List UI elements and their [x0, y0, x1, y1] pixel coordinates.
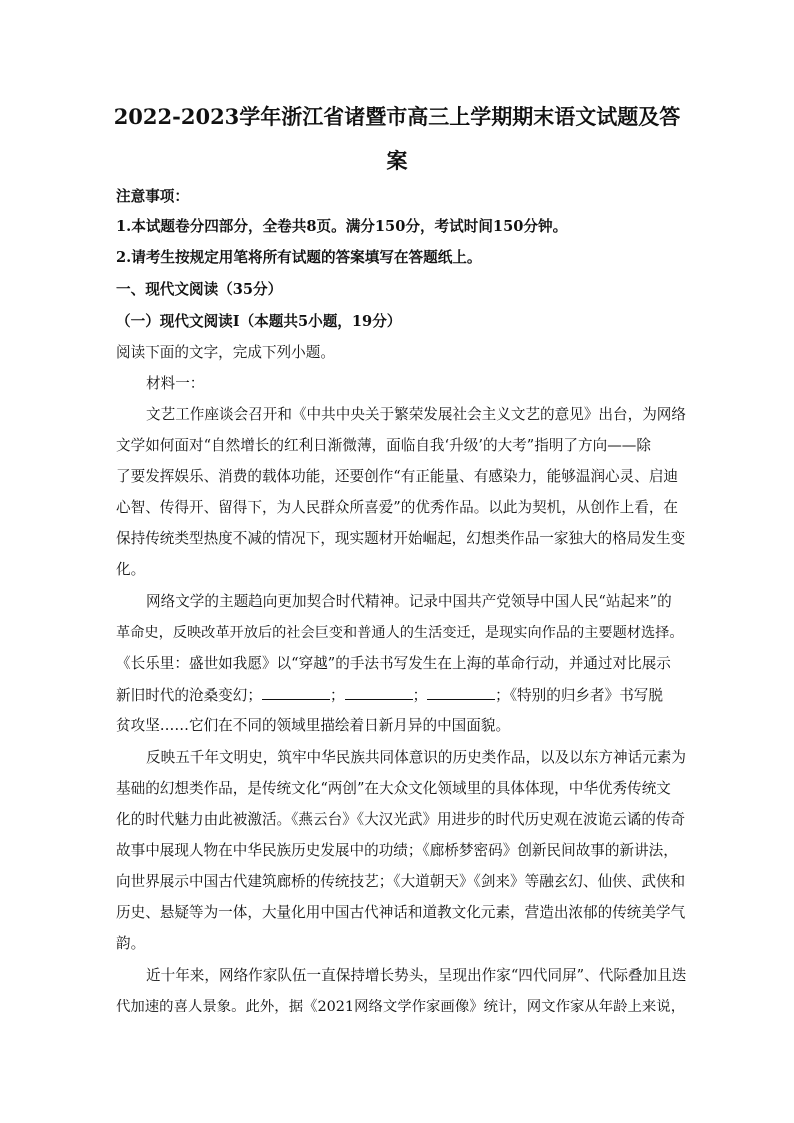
paragraph-3-line: 故事中展现人物在中华民族历史发展中的功绩；《廊桥梦密码》创新民间故事的新讲法，	[116, 842, 678, 859]
paragraph-1-line: 化。	[116, 561, 146, 578]
answer-blank-2[interactable]	[345, 684, 413, 700]
document-title-line1: 2022-2023学年浙江省诸暨市高三上学期期末语文试题及答	[113, 104, 681, 129]
material-label: 材料一：	[146, 375, 205, 392]
paragraph-2-line: 革命史，反映改革开放后的社会巨变和普通人的生活变迁，是现实向作品的主要题材选择。	[116, 625, 684, 641]
answer-blank-1[interactable]	[262, 684, 330, 700]
paragraph-1-line: 文艺工作座谈会召开和《中共中央关于繁荣发展社会主义文艺的意见》出台，为网络	[146, 406, 686, 423]
section-heading-1: 一、现代文阅读（35分）	[116, 281, 283, 298]
reading-instruction: 阅读下面的文字，完成下列小题。	[116, 344, 335, 361]
paragraph-2-line: 《长乐里：盛世如我愿》以“穿越”的手法书写发生在上海的革命行动，并通过对比展示	[116, 655, 671, 672]
paragraph-3-line: 基础的幻想类作品，是传统文化“两创”在大众文化领域里的具体体现，中华优秀传统文	[116, 780, 671, 797]
paragraph-3-line: 反映五千年文明史，筑牢中华民族共同体意识的历史类作品，以及以东方神话元素为	[146, 749, 686, 766]
paragraph-3-line: 历史、悬疑等为一体，大量化用中国古代神话和道教文化元素，营造出浓郁的传统美学气	[116, 904, 686, 921]
paragraph-2-line: 网络文学的主题趋向更加契合时代精神。记录中国共产党领导中国人民“站起来”的	[146, 593, 672, 610]
paragraph-1-line: 了要发挥娱乐、消费的载体功能，还要创作“有正能量、有感染力，能够温润心灵、启迪	[116, 468, 679, 485]
blank-separator: ；	[412, 687, 428, 704]
document-title-line2: 案	[386, 148, 408, 173]
paragraph-3-line: 向世界展示中国古代建筑廊桥的传统技艺；《大道朝天》《剑来》等融玄幻、仙侠、武侠和	[116, 873, 686, 890]
note-2: 2.请考生按规定用笔将所有试题的答案填写在答题纸上。	[116, 249, 482, 266]
blank-separator: ；	[329, 687, 345, 704]
fill-blank-tail-text: ；《特别的归乡者》书写脱	[495, 687, 663, 704]
subsection-heading-1: （一）现代文阅读Ⅰ（本题共5小题，19分）	[116, 313, 402, 330]
fill-blank-lead-text: 新旧时代的沧桑变幻；	[116, 687, 262, 704]
note-1: 1.本试题卷分四部分，全卷共8页。满分150分，考试时间150分钟。	[116, 218, 568, 235]
paragraph-1-line: 心智、传得开、留得下，为人民群众所喜爱”的优秀作品。以此为契机，从创作上看，在	[116, 499, 679, 516]
paragraph-4-line: 近十年来，网络作家队伍一直保持增长势头，呈现出作家“四代同屏”、代际叠加且迭	[146, 967, 687, 984]
paragraph-3-line: 化的时代魅力由此被激活。《燕云台》《大汉光武》用进步的时代历史观在波诡云谲的传奇	[116, 811, 686, 828]
paragraph-3-line: 韵。	[116, 935, 146, 952]
paragraph-2-line: 贫攻坚……它们在不同的领域里描绘着日新月异的中国面貌。	[116, 717, 511, 734]
paragraph-2-fill-blank-line	[116, 684, 686, 707]
answer-blank-3[interactable]	[427, 684, 495, 700]
notes-heading: 注意事项：	[116, 188, 189, 205]
paragraph-4-line: 代加速的喜人景象。此外，据《2021网络文学作家画像》统计，网文作家从年龄上来说，	[116, 999, 686, 1015]
paragraph-1-line: 文学如何面对“自然增长的红利日渐微薄，面临自我‘升级’的大考”指明了方向——除	[116, 437, 651, 454]
paragraph-1-line: 保持传统类型热度不减的情况下，现实题材开始崛起，幻想类作品一家独大的格局发生变	[116, 530, 686, 547]
